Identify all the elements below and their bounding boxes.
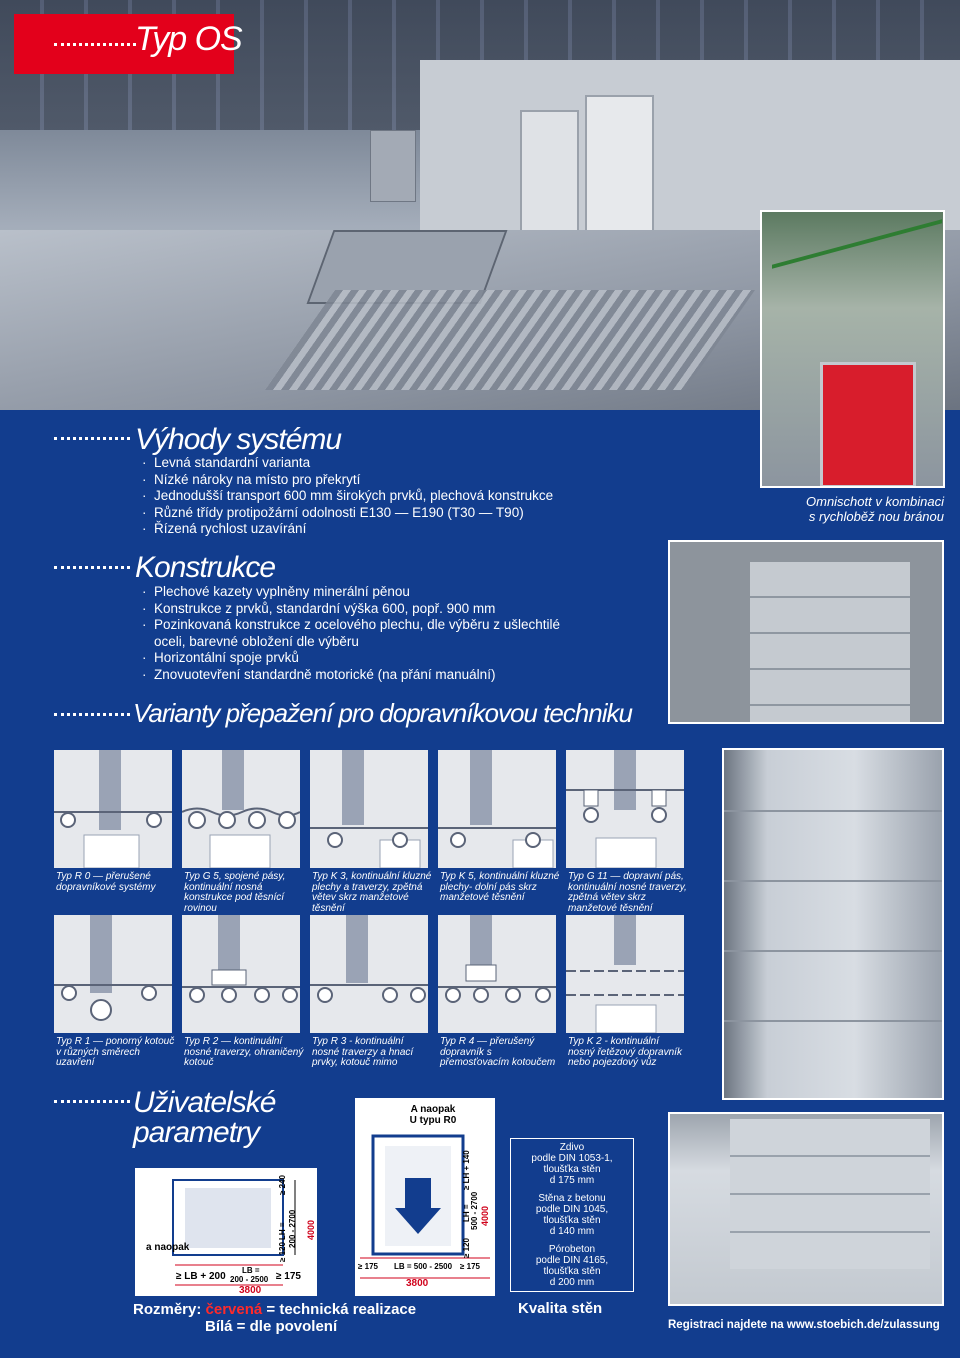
dims-label: Rozměry:: [133, 1301, 202, 1318]
plan2-h-total: 4000: [480, 1205, 490, 1226]
dims-red-suffix: = technická realizace: [262, 1301, 417, 1318]
diagram-typ-g5: [182, 750, 300, 868]
list-item: · Znovuotevření standardně motorické (na přání manuální): [140, 667, 660, 684]
dims-legend: [133, 1301, 493, 1335]
diagram-typ-r1: [54, 915, 172, 1033]
wall-aerated-line1: Pórobeton: [548, 1244, 596, 1255]
page-title: Typ OS: [135, 20, 242, 58]
list-item: · Nízké nároky na místo pro překrytí: [140, 472, 700, 489]
caption-typ-r2: Typ R 2 — kontinuální nosné traverzy, ohraničený kotouč: [184, 1036, 304, 1068]
plan2-h-mid: LH =: [462, 1204, 471, 1222]
caption-typ-k2: Typ K 2 - kontinuální nosný řetězový dopravník nebo pojezdový vůz: [568, 1036, 682, 1068]
plan1-h-mid: LH =: [278, 1222, 287, 1240]
plan1-h-total: 4000: [306, 1219, 316, 1240]
photo-fire-gate-closed: [722, 748, 944, 1100]
plan2-heading-line1: A naopak: [410, 1104, 456, 1115]
plan1-h-bot: ≥ 120: [278, 1242, 287, 1262]
plan2-h-bot: ≥ 120: [462, 1238, 471, 1258]
advantages-list: [140, 455, 700, 538]
plan1-h-range: 200 - 2700: [288, 1209, 297, 1248]
diagram-typ-r2: [182, 915, 300, 1033]
plan2-heading: [398, 1104, 468, 1126]
list-item: · Plechové kazety vyplněny minerální pěnou: [140, 584, 660, 601]
caption-typ-r1: Typ R 1 — ponorný kotouč v různých směrech uzavření: [56, 1036, 175, 1068]
wall-masonry: [512, 1142, 632, 1186]
list-item: · Řízená rychlost uzavírání: [140, 521, 700, 538]
caption-typ-r4: Typ R 4 — přerušený dopravník s přemosťovacím kotoučem: [440, 1036, 556, 1068]
list-item: · Jednodušší transport 600 mm širokých prvků, plechová konstrukce: [140, 488, 700, 505]
plan1-a-naopak: a naopak: [146, 1242, 190, 1253]
caption-typ-g11: Typ G 11 — dopravní pás, kontinuální nosné traverzy, zpětná větev skrz manžetové těsnění: [568, 871, 687, 914]
list-item: · Konstrukce z prvků, standardní výška 600, popř. 900 mm: [140, 601, 660, 618]
construction-list: [140, 584, 660, 683]
dims-white-suffix: = dle povolení: [232, 1318, 338, 1335]
caption-typ-r0: Typ R 0 — přerušené dopravníkové systémy: [56, 871, 156, 893]
wall-aerated-line3: tloušťka stěn: [543, 1266, 601, 1277]
wall-aerated-line2: podle DIN 4165,: [535, 1255, 609, 1266]
wall-masonry-line3: tloušťka stěn: [543, 1164, 601, 1175]
wall-concrete-line1: Stěna z betonu: [538, 1193, 606, 1204]
photo-caption-line2: s rychloběž nou bránou: [808, 509, 944, 524]
photo-red-fast-door: [820, 362, 916, 488]
wall-aerated-line4: d 200 mm: [549, 1277, 595, 1288]
plan2-lb: LB = 500 - 2500: [394, 1262, 453, 1271]
plan2-h-top: ≥ LH + 140: [462, 1150, 471, 1190]
wall-concrete-line2: podle DIN 1045,: [535, 1204, 609, 1215]
diagram-typ-k2: [566, 915, 684, 1033]
wall-masonry-line4: d 175 mm: [549, 1175, 595, 1186]
list-item: · Levná standardní varianta: [140, 455, 700, 472]
registration-link[interactable]: Registraci najdete na www.stoebich.de/zulassung: [668, 1319, 940, 1331]
plan2-right: ≥ 175: [460, 1262, 480, 1271]
plan1-lb-mid: LB =: [242, 1266, 260, 1275]
plan2-left: ≥ 175: [358, 1262, 378, 1271]
advantages-title: Výhody systému: [135, 423, 342, 456]
hero-control-cabinet: [370, 130, 416, 202]
list-item: oceli, barevné obložení dle výběru: [154, 633, 359, 649]
diagram-typ-r0: [54, 750, 172, 868]
caption-typ-k5: Typ K 5, kontinuální kluzné plechy- dolní pás skrz manžetové těsnění: [440, 871, 560, 903]
construction-dotline: [54, 566, 130, 569]
caption-typ-g5: Typ G 5, spojené pásy, kontinuální nosná konstrukce pod těsnící rovinou: [184, 871, 286, 914]
construction-title: Konstrukce: [135, 551, 276, 584]
wall-concrete: [512, 1193, 632, 1237]
wall-masonry-line1: Zdivo: [559, 1142, 585, 1153]
gate-seam: [724, 950, 944, 952]
params-title-line1: Uživatelské: [133, 1086, 276, 1119]
plan2-total: 3800: [406, 1278, 429, 1289]
list-item: · Pozinkovaná konstrukce z ocelového plechu, dle výběru z ušlechtilé: [140, 617, 660, 634]
dims-white-label: Bílá: [205, 1318, 233, 1335]
diagram-typ-k3: [310, 750, 428, 868]
plan1-total: 3800: [239, 1285, 262, 1296]
params-dotline: [54, 1100, 130, 1103]
photo-caption: [760, 494, 944, 524]
params-title: [133, 1088, 275, 1148]
plan2-heading-line2: U typu R0: [409, 1115, 457, 1126]
hero-roller-conveyor: [265, 290, 755, 390]
advantages-dotline: [54, 437, 130, 440]
quality-label: Kvalita stěn: [518, 1300, 603, 1317]
plan1-lb-right: ≥ 175: [276, 1271, 301, 1282]
diagram-typ-k5: [438, 750, 556, 868]
photo-gate-panels: [730, 1119, 930, 1269]
photo-gate-over-conveyor: [668, 1112, 944, 1306]
photo-fire-gate-open: [668, 540, 944, 724]
photo-caption-line1: Omnischott v kombinaci: [806, 494, 944, 509]
gate-seam: [724, 1020, 944, 1022]
plan2-h-range: 500 - 2700: [470, 1191, 479, 1230]
plan1-lb-range: 200 - 2500: [230, 1275, 269, 1284]
title-dots: [54, 43, 136, 46]
wall-concrete-line4: d 140 mm: [549, 1226, 595, 1237]
photo-stairs: [772, 219, 942, 329]
diagram-typ-r4: [438, 915, 556, 1033]
wall-masonry-line2: podle DIN 1053-1,: [531, 1153, 613, 1164]
gate-seam: [724, 810, 944, 812]
variants-title: Varianty přepažení pro dopravníkovou techniku: [133, 698, 632, 728]
gate-seam: [724, 880, 944, 882]
caption-typ-k3: Typ K 3, kontinuální kluzné plechy a traverzy, zpětná větev skrz manžetové těsnění: [312, 871, 432, 914]
dims-red-label: červená: [205, 1301, 263, 1318]
list-item: · Různé třídy protipožární odolnosti E130 — E190 (T30 — T90): [140, 505, 700, 522]
variants-dotline: [54, 713, 130, 716]
wall-concrete-line3: tloušťka stěn: [543, 1215, 601, 1226]
wall-aerated-concrete: [512, 1244, 632, 1288]
photo-gate-panels: [750, 562, 910, 722]
params-title-line2: parametry: [133, 1116, 260, 1149]
list-item: · Horizontální spoje prvků: [140, 650, 660, 667]
plan1-h-top: ≥ 240: [278, 1175, 287, 1195]
plan1-lb-left: ≥ LB + 200: [176, 1271, 226, 1282]
photo-omnischott-fast-door: [760, 210, 945, 488]
diagram-typ-r3: [310, 915, 428, 1033]
caption-typ-r3: Typ R 3 - kontinuální nosné traverzy a hnací prvky, kotouč mimo: [312, 1036, 414, 1068]
diagram-typ-g11: [566, 750, 684, 868]
